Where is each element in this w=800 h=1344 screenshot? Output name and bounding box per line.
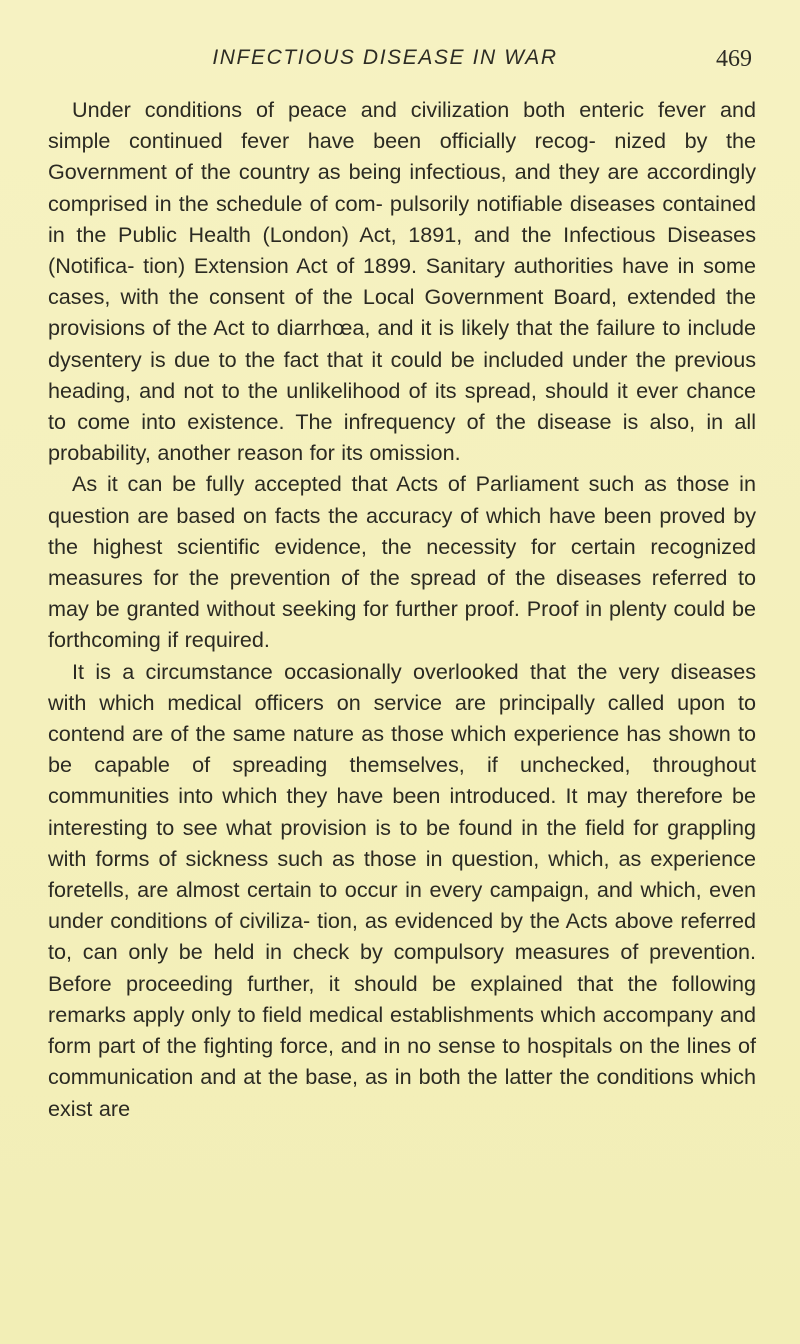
paragraph-3: It is a circumstance occasionally overlooked that the very diseases with which medical officers on service are principally called upon to contend are of the same nature as those which experience has shown to be capable of spreading themselves, if unchecked, throughout communities into which they have been introduced. It may therefore be interesting to see what provision is to be found in the field for grappling with forms of sickness such as those in question, which, as experience foretells, are almost certain to occur in every campaign, and which, even under conditions of civiliza- tion, as evidenced by the Acts above referred to, can only be held in check by compulsory measures of prevention. Before proceeding further, it should be explained that the following remarks apply only to field medical establishments which accompany and form part of the fighting force, and in no sense to hospitals on the lines of communication and at the base, as in both the latter the conditions which exist are	[48, 658, 756, 1121]
running-title: INFECTIOUS DISEASE IN WAR	[212, 46, 558, 69]
paragraph-2: As it can be fully accepted that Acts of Parliament such as those in question are based on facts the accuracy of which have been proved by the highest scientific evidence, the necessity for certain recognized measures for the prevention of the spread of the diseases referred to may be granted without seeking for further proof. Proof in plenty could be forthcoming if required.	[48, 471, 756, 653]
body-text	[48, 94, 756, 1124]
running-head	[0, 38, 800, 78]
paragraph-1: Under conditions of peace and civilization both enteric fever and simple continued fever have been officially recog- nized by the Government of the country as being infectious, and they are accordingly comprised in the schedule of com- pulsorily notifiable diseases contained in the Public Health (London) Act, 1891, and the Infectious Diseases (Notifica- tion) Extension Act of 1899. Sanitary authorities have in some cases, with the consent of the Local Government Board, extended the provisions of the Act to diarrhœa, and it is likely that the failure to include dysentery is due to the fact that it could be included under the previous heading, and not to the unlikelihood of its spread, should it ever chance to come into existence. The infrequency of the disease is also, in all probability, another reason for its omission.	[48, 97, 756, 466]
page-number: 469	[716, 46, 752, 72]
